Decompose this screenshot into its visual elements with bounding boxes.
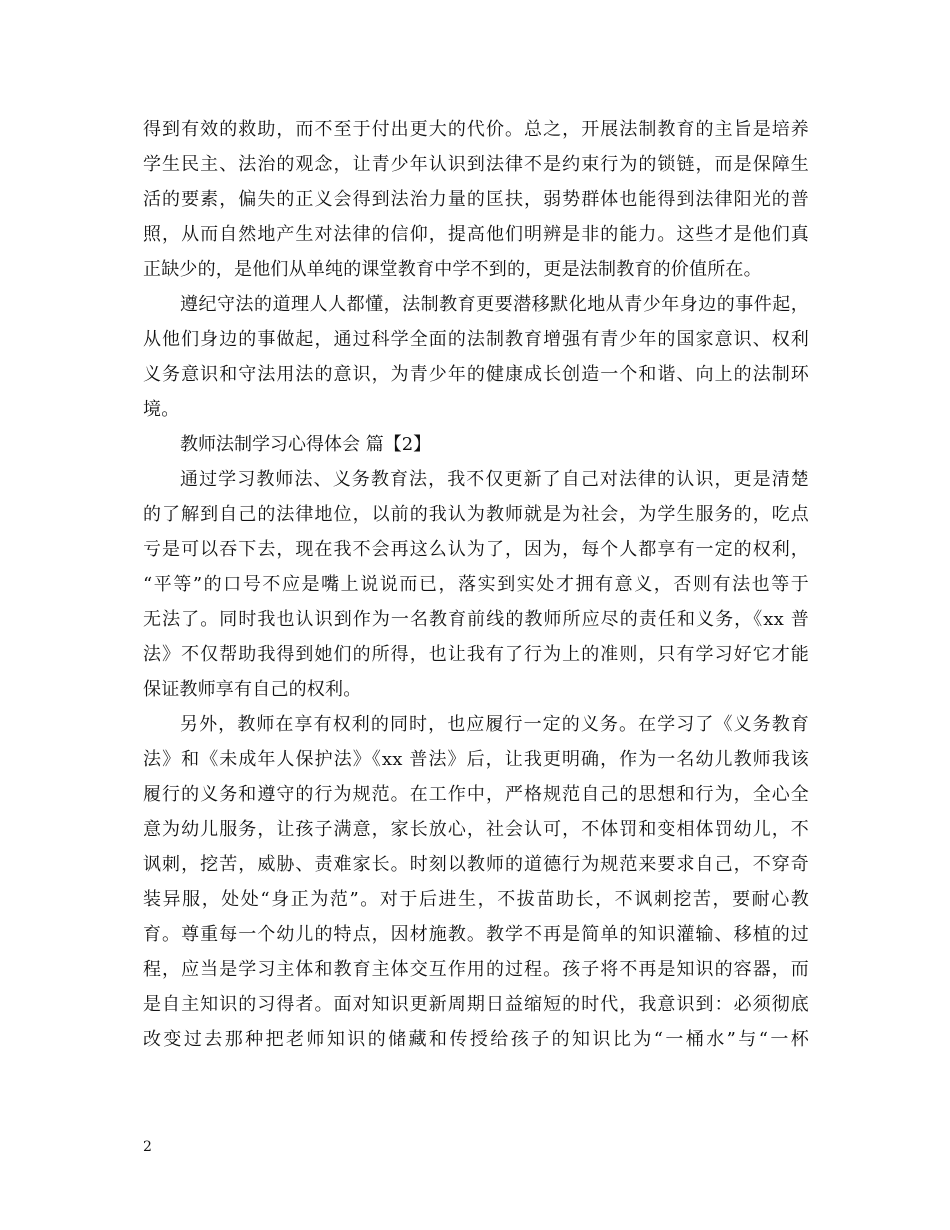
paragraph-line: 照，从而自然地产生对法律的信仰，提高他们明辨是非的能力。这些才是他们真 xyxy=(143,224,809,245)
paragraph-line: 保证教师享有自己的权利。 xyxy=(143,679,362,700)
paragraph-line: 正缺少的，是他们从单纯的课堂教育中学不到的，更是法制教育的价值所在。 xyxy=(143,259,762,280)
paragraph-line: 从他们身边的事做起，通过科学全面的法制教育增强有青少年的国家意识、权利 xyxy=(143,329,809,350)
paragraph-line: 的了解到自己的法律地位，以前的我认为教师就是为社会，为学生服务的，吃点 xyxy=(143,504,809,525)
paragraph-line: 法》和《未成年人保护法》《xx 普法》后，让我更明确，作为一名幼儿教师我该 xyxy=(143,749,809,770)
paragraph-line: 境。 xyxy=(143,399,180,420)
paragraph-line: 是自主知识的习得者。面对知识更新周期日益缩短的时代，我意识到：必须彻底 xyxy=(143,994,809,1015)
paragraph-line: 育。尊重每一个幼儿的特点，因材施教。教学不再是简单的知识灌输、移植的过 xyxy=(143,924,809,945)
paragraph-line: 义务意识和守法用法的意识，为青少年的健康成长创造一个和谐、向上的法制环 xyxy=(143,364,809,385)
paragraph-line: 无法了。同时我也认识到作为一名教育前线的教师所应尽的责任和义务，《xx 普 xyxy=(143,609,809,630)
section-heading: 教师法制学习心得体会 篇【2】 xyxy=(180,434,432,455)
paragraph-line: 通过学习教师法、义务教育法，我不仅更新了自己对法律的认识，更是清楚 xyxy=(180,469,809,490)
paragraph-line: 学生民主、法治的观念，让青少年认识到法律不是约束行为的锁链，而是保障生 xyxy=(143,154,809,175)
paragraph-line: 得到有效的救助，而不至于付出更大的代价。总之，开展法制教育的主旨是培养 xyxy=(143,119,809,140)
page-number: 2 xyxy=(143,1139,152,1155)
paragraph-line: 另外，教师在享有权利的同时，也应履行一定的义务。在学习了《义务教育 xyxy=(180,714,809,735)
paragraph-line: 装异服，处处“身正为范”。对于后进生，不拔苗助长，不讽刺挖苦，要耐心教 xyxy=(143,889,809,910)
paragraph-line: 履行的义务和遵守的行为规范。在工作中，严格规范自己的思想和行为，全心全 xyxy=(143,784,809,805)
paragraph-line: 讽刺，挖苦，威胁、责难家长。时刻以教师的道德行为规范来要求自己，不穿奇 xyxy=(143,854,809,875)
paragraph-line: 活的要素，偏失的正义会得到法治力量的匡扶，弱势群体也能得到法律阳光的普 xyxy=(143,189,809,210)
paragraph-line: 改变过去那种把老师知识的储藏和传授给孩子的知识比为“一桶水”与“一杯 xyxy=(143,1029,809,1050)
paragraph-line: 法》不仅帮助我得到她们的所得，也让我有了行为上的准则，只有学习好它才能 xyxy=(143,644,809,665)
paragraph-line: “平等”的口号不应是嘴上说说而已，落实到实处才拥有意义，否则有法也等于 xyxy=(143,574,809,595)
paragraph-line: 程，应当是学习主体和教育主体交互作用的过程。孩子将不再是知识的容器，而 xyxy=(143,959,809,980)
paragraph-line: 遵纪守法的道理人人都懂，法制教育更要潜移默化地从青少年身边的事件起， xyxy=(180,294,809,315)
document-body xyxy=(143,112,809,1057)
paragraph-line: 意为幼儿服务，让孩子满意，家长放心，社会认可，不体罚和变相体罚幼儿，不 xyxy=(143,819,809,840)
paragraph-line: 亏是可以吞下去，现在我不会再这么认为了，因为，每个人都享有一定的权利， xyxy=(143,539,809,560)
